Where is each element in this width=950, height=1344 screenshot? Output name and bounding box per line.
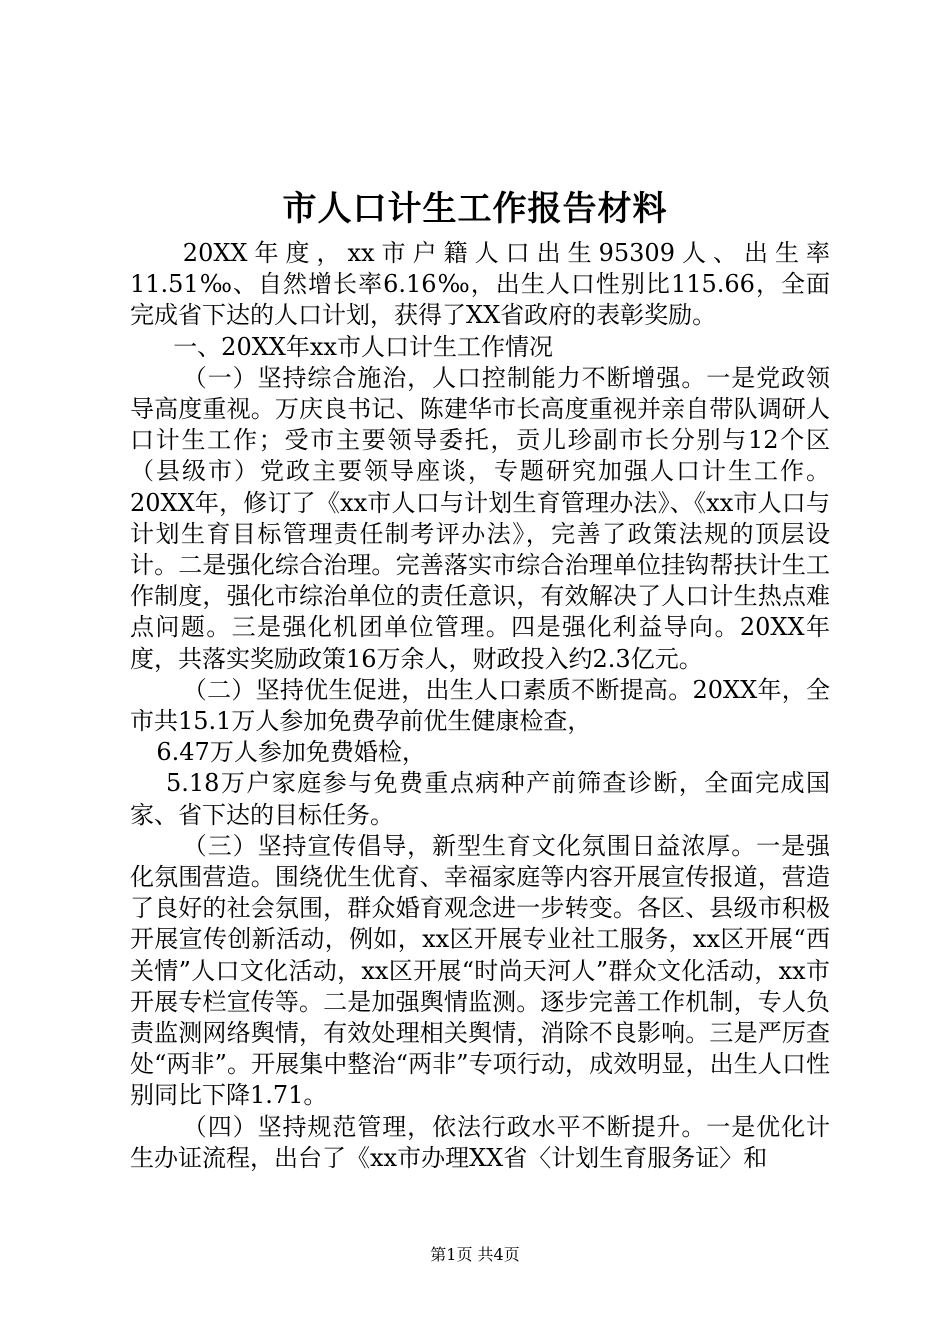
document-title: 市人口计生工作报告材料 <box>282 189 668 229</box>
section-heading-1: 一、20XX年xx市人口计生工作情况 <box>173 332 553 361</box>
paragraph-premarital-check: 6.47万人参加免费婚检， <box>156 738 426 767</box>
paragraph-prenatal-screening: 5.18万户家庭参与免费重点病种产前筛查诊断，全面完成国家、省下达的目标任务。 <box>130 769 830 829</box>
paragraph-intro: 20XX年度，xx市户籍人口出生95309人、出生率11.51‰、自然增长率6.16‰，出生人口性别比115.66，全面完成省下达的人口计划，获得了XX省政府的表彰奖励。 <box>130 239 830 330</box>
paragraph-section-1-3: （三）坚持宣传倡导，新型生育文化氛围日益浓厚。一是强化氛围营造。围绕优生优育、幸福家庭等内容开展宣传报道，营造了良好的社会氛围，群众婚育观念进一步转变。各区、县级市积极开展宣传创新活动，例如，xx区开展专业社工服务，xx区开展“西关情”人口文化活动，xx区开展“时尚天河人”群众文化活动，xx市开展专栏宣传等。二是加强舆情监测。逐步完善工作机制，专人负责监测网络舆情，有效处理相关舆情，消除不良影响。三是严厉查处“两非”。开展集中整治“两非”专项行动，成效明显，出生人口性别同比下降1.71。 <box>130 831 830 1110</box>
page-number-footer: 第1页 共4页 <box>430 1245 520 1264</box>
paragraph-section-1-1: （一）坚持综合施治，人口控制能力不断增强。一是党政领导高度重视。万庆良书记、陈建华市长高度重视并亲自带队调研人口计生工作；受市主要领导委托，贡儿珍副市长分别与12个区（县级市）党政主要领导座谈，专题研究加强人口计生工作。20XX年，修订了《xx市人口与计划生育管理办法》、《xx市人口与计划生育目标管理责任制考评办法》，完善了政策法规的顶层设计。二是强化综合治理。完善落实市综合治理单位挂钩帮扶计生工作制度，强化市综治单位的责任意识，有效解决了人口计生热点难点问题。三是强化机团单位管理。四是强化利益导向。20XX年度，共落实奖励政策16万余人，财政投入约2.3亿元。 <box>130 363 830 673</box>
document-body <box>130 238 830 1174</box>
paragraph-section-1-2: （二）坚持优生促进，出生人口素质不断提高。20XX年，全市共15.1万人参加免费孕前优生健康检查， <box>130 675 830 736</box>
paragraph-section-1-4: （四）坚持规范管理，依法行政水平不断提升。一是优化计生办证流程，出台了《xx市办理XX省〈计划生育服务证〉和 <box>130 1112 830 1172</box>
